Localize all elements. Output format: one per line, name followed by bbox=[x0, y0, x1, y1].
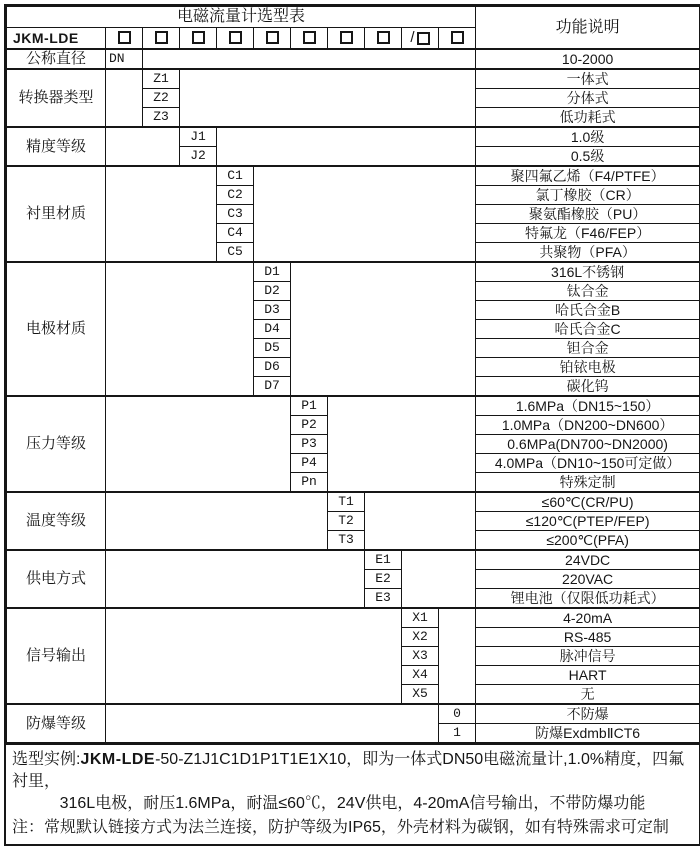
param-group-label: 信号输出 bbox=[7, 608, 106, 704]
spacer-cell bbox=[402, 550, 476, 608]
model-checkbox[interactable] bbox=[229, 31, 242, 44]
code-cell: T3 bbox=[328, 531, 365, 551]
selection-example-line1 bbox=[12, 749, 693, 793]
code-cell: J2 bbox=[180, 147, 217, 167]
description-cell: 不防爆 bbox=[476, 704, 700, 724]
description-cell: 1.0级 bbox=[476, 127, 700, 147]
param-group-label: 转换器类型 bbox=[7, 69, 106, 127]
spacer-cell bbox=[106, 550, 365, 608]
param-row-X1 bbox=[7, 608, 700, 628]
description-cell: RS-485 bbox=[476, 628, 700, 647]
slash-separator: / bbox=[410, 29, 415, 46]
description-cell: 无 bbox=[476, 685, 700, 705]
code-cell: D3 bbox=[254, 301, 291, 320]
code-cell: T2 bbox=[328, 512, 365, 531]
description-cell: 0.6MPa(DN700~DN2000) bbox=[476, 435, 700, 454]
description-cell: 1.6MPa（DN15~150） bbox=[476, 396, 700, 416]
param-row-0 bbox=[7, 704, 700, 724]
code-cell: D7 bbox=[254, 377, 291, 397]
description-cell: HART bbox=[476, 666, 700, 685]
description-cell: 1.0MPa（DN200~DN600） bbox=[476, 416, 700, 435]
description-cell: ≤120℃(PTEP/FEP) bbox=[476, 512, 700, 531]
description-cell: 脉冲信号 bbox=[476, 647, 700, 666]
code-cell: X2 bbox=[402, 628, 439, 647]
param-row-Z1 bbox=[7, 69, 700, 89]
description-cell: 0.5级 bbox=[476, 147, 700, 167]
description-cell: 特殊定制 bbox=[476, 473, 700, 493]
code-cell: C5 bbox=[217, 243, 254, 263]
model-checkbox-cell[interactable] bbox=[291, 28, 328, 50]
spacer-cell bbox=[106, 69, 143, 127]
footer-notes bbox=[6, 743, 699, 844]
model-checkbox[interactable] bbox=[451, 31, 464, 44]
description-cell: 4.0MPa（DN10~150可定做） bbox=[476, 454, 700, 473]
spacer-cell bbox=[106, 127, 180, 166]
code-cell: DN bbox=[106, 49, 143, 69]
spacer-cell bbox=[106, 492, 328, 550]
description-cell: 氯丁橡胶（CR） bbox=[476, 186, 700, 205]
model-checkbox-cell[interactable] bbox=[143, 28, 180, 50]
code-cell: T1 bbox=[328, 492, 365, 512]
code-cell: D6 bbox=[254, 358, 291, 377]
param-row-C1 bbox=[7, 166, 700, 186]
code-cell: C3 bbox=[217, 205, 254, 224]
spacer-cell bbox=[143, 49, 476, 69]
code-cell: 1 bbox=[439, 724, 476, 743]
spacer-cell bbox=[254, 166, 476, 262]
selection-example-line2: 316L电极，耐压1.6MPa，耐温≤60℃，24V供电，4-20mA信号输出，不带防爆功能 bbox=[59, 795, 646, 813]
description-cell: 防爆ExdmbⅡCT6 bbox=[476, 724, 700, 743]
description-cell: 钽合金 bbox=[476, 339, 700, 358]
code-cell: X4 bbox=[402, 666, 439, 685]
param-group-label: 防爆等级 bbox=[7, 704, 106, 743]
model-checkbox[interactable] bbox=[417, 32, 430, 45]
code-cell: X1 bbox=[402, 608, 439, 628]
description-cell: 聚四氟乙烯（F4/PTFE） bbox=[476, 166, 700, 186]
param-row-P1 bbox=[7, 396, 700, 416]
spacer-cell bbox=[365, 492, 476, 550]
description-cell: 4-20mA bbox=[476, 608, 700, 628]
param-row-E1 bbox=[7, 550, 700, 570]
param-group-label: 衬里材质 bbox=[7, 166, 106, 262]
param-row-DN bbox=[7, 49, 700, 69]
code-cell: X3 bbox=[402, 647, 439, 666]
selection-sheet bbox=[4, 4, 700, 846]
description-cell: 锂电池（仅限低功耗式） bbox=[476, 589, 700, 609]
code-cell: C2 bbox=[217, 186, 254, 205]
example-prefix: 选型实例: bbox=[12, 751, 81, 769]
spacer-cell bbox=[328, 396, 476, 492]
description-cell: 24VDC bbox=[476, 550, 700, 570]
description-cell: 220VAC bbox=[476, 570, 700, 589]
param-group-label: 公称直径 bbox=[7, 49, 106, 69]
model-checkbox-cell[interactable] bbox=[328, 28, 365, 50]
description-cell: 聚氨酯橡胶（PU） bbox=[476, 205, 700, 224]
spacer-cell bbox=[180, 69, 476, 127]
param-row-D1 bbox=[7, 262, 700, 282]
model-checkbox-cell[interactable] bbox=[402, 28, 439, 50]
selection-table bbox=[6, 6, 700, 743]
description-cell: 特氟龙（F46/FEP） bbox=[476, 224, 700, 243]
model-checkbox[interactable] bbox=[192, 31, 205, 44]
description-cell: 钛合金 bbox=[476, 282, 700, 301]
spacer-cell bbox=[106, 166, 217, 262]
description-cell: ≤200℃(PFA) bbox=[476, 531, 700, 551]
description-cell: ≤60℃(CR/PU) bbox=[476, 492, 700, 512]
spacer-cell bbox=[106, 608, 402, 704]
code-cell: P1 bbox=[291, 396, 328, 416]
model-checkbox[interactable] bbox=[377, 31, 390, 44]
code-cell: D4 bbox=[254, 320, 291, 339]
code-cell: Z3 bbox=[143, 108, 180, 128]
code-cell: E2 bbox=[365, 570, 402, 589]
model-checkbox[interactable] bbox=[155, 31, 168, 44]
spacer-cell bbox=[106, 396, 291, 492]
code-cell: Z1 bbox=[143, 69, 180, 89]
code-cell: P3 bbox=[291, 435, 328, 454]
selection-table-body bbox=[7, 49, 700, 743]
param-row-T1 bbox=[7, 492, 700, 512]
code-cell: C1 bbox=[217, 166, 254, 186]
description-cell: 碳化钨 bbox=[476, 377, 700, 397]
code-cell: D5 bbox=[254, 339, 291, 358]
param-group-label: 精度等级 bbox=[7, 127, 106, 166]
code-cell: 0 bbox=[439, 704, 476, 724]
model-checkbox[interactable] bbox=[303, 31, 316, 44]
param-group-label: 电极材质 bbox=[7, 262, 106, 396]
code-cell: Pn bbox=[291, 473, 328, 493]
model-checkbox-cell[interactable] bbox=[365, 28, 402, 50]
code-cell: P4 bbox=[291, 454, 328, 473]
code-cell: D1 bbox=[254, 262, 291, 282]
description-cell: 一体式 bbox=[476, 69, 700, 89]
code-cell: C4 bbox=[217, 224, 254, 243]
code-cell: D2 bbox=[254, 282, 291, 301]
param-group-label: 温度等级 bbox=[7, 492, 106, 550]
title-row bbox=[7, 7, 700, 28]
model-checkbox-cell[interactable] bbox=[217, 28, 254, 50]
example-suffix: -50-Z1J1C1D1P1T1E1X10，即为一体式DN50电磁流量计,1.0%精度，四氟衬里， bbox=[12, 751, 685, 791]
code-cell: E3 bbox=[365, 589, 402, 609]
spacer-cell bbox=[291, 262, 476, 396]
model-checkbox-cell[interactable] bbox=[254, 28, 291, 50]
description-cell: 低功耗式 bbox=[476, 108, 700, 128]
spacer-cell bbox=[439, 608, 476, 704]
model-prefix-label: JKM-LDE bbox=[7, 28, 106, 50]
description-cell: 10-2000 bbox=[476, 49, 700, 69]
code-cell: Z2 bbox=[143, 89, 180, 108]
spacer-cell bbox=[106, 262, 254, 396]
spacer-cell bbox=[106, 704, 439, 743]
description-cell: 铂铱电极 bbox=[476, 358, 700, 377]
page-title: 电磁流量计选型表 bbox=[7, 7, 476, 28]
model-checkbox[interactable] bbox=[266, 31, 279, 44]
model-checkbox-cell[interactable] bbox=[180, 28, 217, 50]
function-description-header: 功能说明 bbox=[476, 7, 700, 50]
param-group-label: 压力等级 bbox=[7, 396, 106, 492]
model-checkbox[interactable] bbox=[118, 31, 131, 44]
example-model-code: JKM-LDE bbox=[80, 751, 156, 769]
model-checkbox[interactable] bbox=[340, 31, 353, 44]
code-cell: P2 bbox=[291, 416, 328, 435]
spacer-cell bbox=[217, 127, 476, 166]
description-cell: 316L不锈钢 bbox=[476, 262, 700, 282]
code-cell: E1 bbox=[365, 550, 402, 570]
description-cell: 共聚物（PFA） bbox=[476, 243, 700, 263]
param-row-J1 bbox=[7, 127, 700, 147]
note-line: 注：常规默认链接方式为法兰连接，防护等级为IP65，外壳材料为碳钢，如有特殊需求可定制 bbox=[12, 819, 669, 837]
description-cell: 分体式 bbox=[476, 89, 700, 108]
param-group-label: 供电方式 bbox=[7, 550, 106, 608]
description-cell: 哈氏合金C bbox=[476, 320, 700, 339]
model-checkbox-cell[interactable] bbox=[106, 28, 143, 50]
code-cell: X5 bbox=[402, 685, 439, 705]
code-cell: J1 bbox=[180, 127, 217, 147]
model-checkbox-cell[interactable] bbox=[439, 28, 476, 50]
description-cell: 哈氏合金B bbox=[476, 301, 700, 320]
